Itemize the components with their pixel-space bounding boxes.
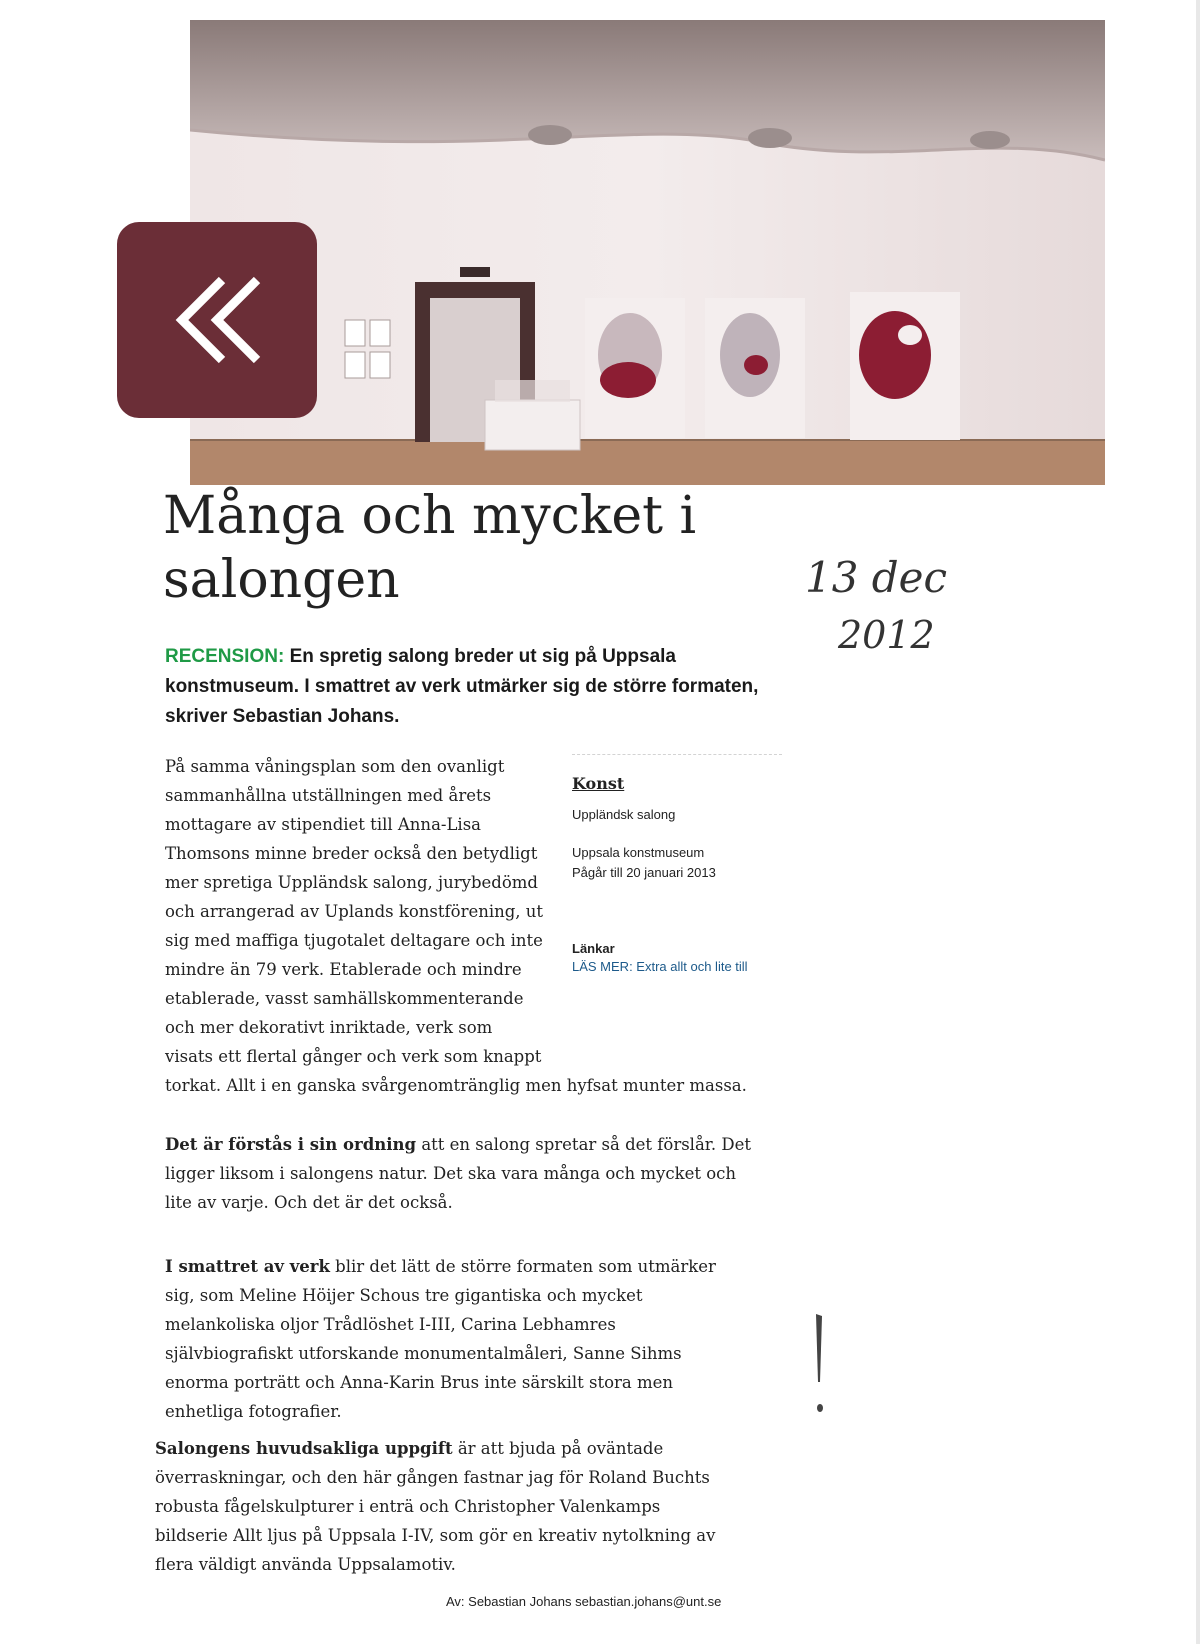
paragraph-text: blir det lätt de större formaten som utmärker sig, som Meline Höijer Schous tre gigantiska och mycket melankoliska oljor Trådlöshet I-III, Carina Lebhamres självbiografiskt utforskande monumentalmåleri, Sanne Sihms enorma porträtt och Anna-Karin Brus inte särskilt stora men enhetliga fotografier. bbox=[165, 1257, 716, 1421]
factbox-title: Uppländsk salong bbox=[572, 807, 676, 822]
handwritten-date bbox=[800, 540, 1010, 660]
body-line: och arrangerad av Uplands konstförening, ut bbox=[165, 902, 544, 921]
gallery-photo bbox=[190, 20, 1105, 485]
body-paragraph-2 bbox=[165, 1130, 765, 1217]
page-edge bbox=[1196, 0, 1200, 1644]
body-line: Thomsons minne breder också den betydligt bbox=[165, 844, 538, 863]
body-line: sig med maffiga tjugotalet deltagare och inte bbox=[165, 931, 543, 950]
paragraph-text: är att bjuda på oväntade överraskningar, och den här gången fastnar jag för Roland Buchts robusta fågelskulpturer i enträ och Christopher Valenkamps bildserie Allt ljus på Uppsala I-IV, som gör en kreativ nytolkning av flera väldigt använda Uppsalamotiv. bbox=[155, 1439, 716, 1574]
body-line: På samma våningsplan som den ovanligt bbox=[165, 757, 505, 776]
body-line: torkat. Allt i en ganska svårgenomtränglig men hyfsat munter massa. bbox=[165, 1076, 747, 1095]
paragraph-lead-in: Salongens huvudsakliga uppgift bbox=[155, 1439, 453, 1458]
back-badge[interactable] bbox=[117, 222, 317, 418]
paragraph-text: att en salong spretar så det förslår. Det ligger liksom i salongens natur. Det ska vara många och mycket och lite av varje. Och det är det också. bbox=[165, 1135, 751, 1212]
body-paragraph-4 bbox=[155, 1434, 735, 1579]
body-line: mer spretiga Uppländsk salong, jurybedömd bbox=[165, 873, 538, 892]
review-tag: RECENSION: bbox=[165, 646, 285, 667]
factbox-link[interactable]: LÄS MER: Extra allt och lite till bbox=[572, 959, 748, 974]
paragraph-lead-in: Det är förstås i sin ordning bbox=[165, 1135, 417, 1154]
body-line: mottagare av stipendiet till Anna-Lisa bbox=[165, 815, 482, 834]
double-chevron-left-icon bbox=[162, 265, 272, 375]
lead-text: En spretig salong breder ut sig på Uppsala konstmuseum. I smattret av verk utmärker sig de större formaten, skriver Sebastian Johans. bbox=[165, 646, 759, 727]
factbox-links-title: Länkar bbox=[572, 941, 615, 956]
handwritten-exclamation-mark bbox=[806, 1310, 836, 1420]
handwritten-date-line2: 2012 bbox=[838, 613, 935, 657]
body-line: etablerade, vasst samhällskommenterande bbox=[165, 989, 524, 1008]
byline: Av: Sebastian Johans sebastian.johans@unt.se bbox=[446, 1594, 722, 1609]
handwritten-date-line1: 13 dec bbox=[805, 553, 948, 602]
body-line: och mer dekorativt inriktade, verk som bbox=[165, 1018, 493, 1037]
lead-paragraph bbox=[165, 642, 775, 732]
body-line: sammanhållna utställningen med årets bbox=[165, 786, 492, 805]
factbox-venue: Uppsala konstmuseum bbox=[572, 845, 705, 860]
body-line: mindre än 79 verk. Etablerade och mindre bbox=[165, 960, 522, 979]
body-paragraph-3 bbox=[165, 1252, 735, 1426]
factbox-dates: Pågår till 20 januari 2013 bbox=[572, 865, 716, 880]
paragraph-lead-in: I smattret av verk bbox=[165, 1257, 330, 1276]
factbox bbox=[572, 752, 792, 978]
factbox-heading: Konst bbox=[572, 774, 625, 793]
headline: Många och mycket i salongen bbox=[163, 486, 697, 610]
body-line: visats ett flertal gånger och verk som knappt bbox=[165, 1047, 542, 1066]
